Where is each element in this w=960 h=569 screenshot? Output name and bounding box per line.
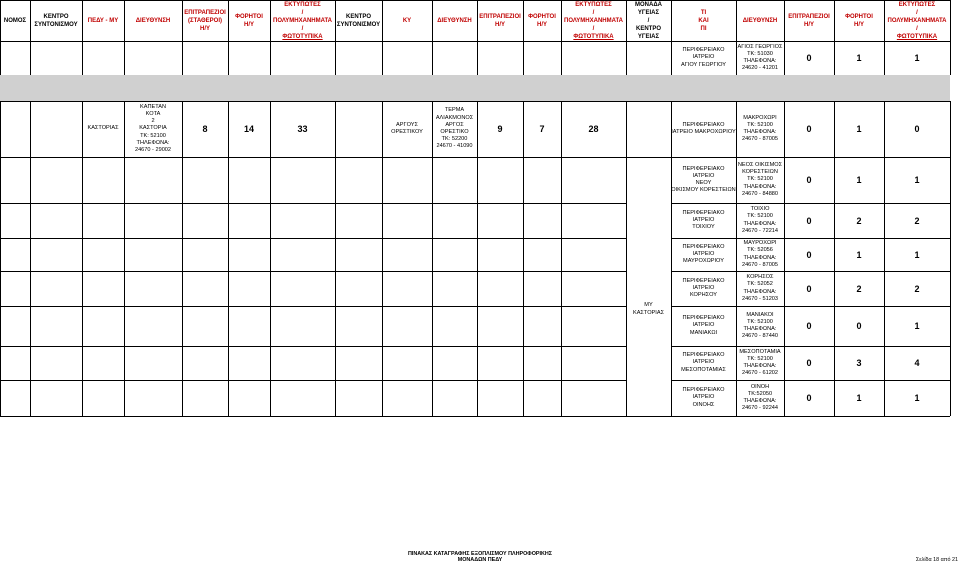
cell-line: ΜΑΥΡΟΧΩΡΙ	[743, 240, 777, 247]
cell-line: ΟΡΕΣΤΙΚΟ	[440, 129, 469, 135]
grid-line	[950, 0, 951, 75]
cell-line: ΠΟΛΥΜΗΧΑΝΗΜΑΤΑ	[272, 17, 332, 24]
cell-line: ΜΑΝΙΑΚΩΙ	[689, 329, 718, 336]
unit-name	[671, 101, 736, 157]
unit-printers-value: 1	[914, 249, 920, 260]
unit-address	[736, 271, 784, 306]
cell-line: ΚΑΣΤΟΡΙΑ	[139, 125, 167, 132]
unit-laptops	[834, 306, 884, 346]
header-ky-label: ΚΥ	[402, 17, 412, 24]
cell-line: ΤΗΛΕΦΩΝΑ:	[743, 398, 777, 404]
cell-line: ΣΥΝΤΟΝΙΣΜΟΥ	[34, 21, 78, 28]
unit-printers	[884, 306, 950, 346]
page-footer	[380, 551, 580, 563]
unit-desktops-value: 0	[806, 249, 812, 260]
cell-line: ΤΚ:52050	[747, 390, 773, 397]
cell-line: ΑΡΓΟΣ	[445, 121, 464, 128]
header-directorate-2	[432, 0, 477, 41]
cell-line: ΤΚ: 51030	[747, 50, 773, 57]
unit-name	[671, 203, 736, 238]
cell-line: ΜΕΣΟΠΟΤΑΜΙΑ	[739, 348, 781, 355]
cell-line: ΙΑΤΡΕΙΟ	[692, 359, 715, 366]
unit-laptops-value: 1	[856, 175, 862, 185]
cell-line: ΠΕΡΙΦΕΡΕΙΑΚΟ	[682, 209, 725, 216]
unit-desktops	[784, 346, 834, 380]
cell-line: 24670 - 87005	[741, 261, 779, 268]
cell-line: /	[301, 9, 304, 16]
cell-line: ΜΕΣΟΠΟΤΑΜΙΑΣ	[681, 366, 726, 373]
header-printers-2	[561, 0, 626, 41]
cell-line: ΟΙΝΟΗ	[750, 383, 770, 390]
cell-line: ΠΙ	[700, 25, 707, 32]
cell-line: ΚΑΠΕΤΑΝ	[139, 103, 166, 110]
cell-line: Η/Υ	[243, 21, 254, 28]
cell-line: ΕΠΙΤΡΑΠΕΖΙΟΙ	[788, 13, 830, 20]
unit-printers	[884, 157, 950, 203]
cell-line: ΤΚ: 52200	[441, 136, 468, 143]
header-nomos-label: ΝΟΜΟΣ	[3, 17, 27, 24]
unit-name	[671, 271, 736, 306]
header-directorate-3	[736, 0, 784, 41]
header-printers	[270, 0, 335, 41]
ky-laptops	[523, 101, 561, 157]
kastoria-printers-value: 33	[297, 124, 308, 134]
unit-name	[671, 157, 736, 203]
cell-line: ΦΩΤΟΤΥΠΙΚΑ	[573, 33, 614, 40]
agios-georgios-printers-value: 1	[914, 53, 920, 63]
cell-line: ΑΓΙΟΣ ΓΕΩΡΓΙΟΣ	[737, 43, 783, 50]
unit-laptops	[834, 271, 884, 306]
unit-desktops	[784, 271, 834, 306]
cell-line: ΠΟΛΥΜΗΧΑΝΗΜΑΤΑ	[563, 17, 623, 24]
cell-line: ΚΟΡΗΣΟΥ	[689, 292, 718, 299]
unit-desktops-value: 0	[806, 283, 812, 294]
cell-line: ΝΕΟΣ ΟΙΚΙΣΜΟΣ	[737, 161, 783, 168]
cell-line: ΤΚ: 52100	[747, 355, 773, 362]
footer-subtitle: ΜΟΝΑΔΩΝ ΠΕΔΥ	[457, 557, 503, 563]
header-laptops-3	[834, 0, 884, 41]
unit-name	[671, 238, 736, 271]
kastoria-printers	[270, 101, 335, 157]
header-desktops	[182, 0, 228, 41]
header-center	[30, 0, 82, 41]
kastoria-desktops-value: 8	[202, 124, 208, 134]
unit-laptops-value: 0	[856, 321, 862, 331]
unit-agios-georgios-address	[736, 41, 784, 75]
cell-line: ΤΚ: 52100	[747, 318, 773, 325]
cell-line: ΙΑΤΡΕΙΟ	[692, 172, 715, 179]
cell-line: 24670 - 87440	[741, 333, 779, 340]
cell-line: ΚΟΡΗΣΟΣ	[746, 274, 774, 281]
cell-line: ΙΑΤΡΕΙΟ	[692, 216, 715, 223]
kastoria-desktops	[182, 101, 228, 157]
unit-laptops	[834, 238, 884, 271]
cell-line: ΤΗΛΕΦΩΝΑ:	[743, 363, 777, 369]
unit-desktops	[784, 203, 834, 238]
cell-line: 24670 - 84880	[741, 190, 779, 197]
cell-line: ΦΩΤΟΤΥΠΙΚΑ	[282, 33, 323, 40]
cell-line: ΤΟΙΧΙΟ	[750, 206, 770, 213]
cell-line: Η/Υ	[199, 25, 210, 32]
unit-address	[736, 157, 784, 203]
grid-line	[0, 416, 950, 417]
cell-line: ΚΑΙ	[698, 17, 709, 24]
unit-desktops-value: 0	[806, 321, 812, 331]
footer-title: ΠΙΝΑΚΑΣ ΚΑΤΑΓΡΑΦΗΣ ΕΞΟΠΛΙΣΜΟΥ ΠΛΗΡΟΦΟΡΙΚΗΣ	[407, 551, 553, 557]
ky-printers	[561, 101, 626, 157]
agios-georgios-desktops-value: 0	[806, 53, 812, 63]
unit-laptops	[834, 101, 884, 157]
agios-georgios-desktops	[784, 41, 834, 75]
header-health-unit	[626, 0, 671, 41]
my-kastorias	[626, 203, 671, 416]
cell-line: /	[592, 9, 595, 16]
header-laptops-2	[523, 0, 561, 41]
cell-line: Η/Υ	[536, 21, 547, 28]
cell-line: ΠΕΡΙΦΕΡΕΙΑΚΟ	[682, 121, 725, 128]
cell-line: ΤΗΛΕΦΩΝΑ:	[743, 326, 777, 332]
cell-line: ΤΗΛΕΦΩΝΑ:	[743, 254, 777, 261]
header-nomos	[0, 0, 30, 41]
unit-desktops	[784, 306, 834, 346]
unit-laptops-value: 3	[856, 358, 862, 368]
cell-line: 24670 - 72214	[741, 227, 779, 234]
cell-line: 24670 - 41090	[436, 143, 473, 150]
ky-laptops-value: 7	[539, 124, 545, 134]
grid-line	[0, 380, 626, 381]
unit-laptops	[834, 346, 884, 380]
cell-line: ΙΑΤΡΕΙΟ	[692, 54, 715, 61]
unit-laptops	[834, 157, 884, 203]
grid-line	[0, 271, 626, 272]
unit-laptops-value: 1	[856, 393, 862, 403]
cell-line: ΟΡΕΣΤΙΚΟΥ	[391, 129, 423, 135]
unit-printers	[884, 238, 950, 271]
cell-line: ΠΕΡΙΦΕΡΕΙΑΚΟ	[682, 352, 725, 359]
cell-line: ΙΑΤΡΕΙΟ	[692, 394, 715, 401]
cell-line: ΠΕΡΙΦΕΡΕΙΑΚΟ	[682, 387, 725, 394]
page-number: Σελίδα 18 από 21	[915, 557, 958, 563]
nomos-kastoria-label: ΚΑΣΤΟΡΙΑΣ	[87, 125, 119, 132]
cell-line: /	[916, 9, 918, 16]
agios-georgios-printers	[884, 41, 950, 75]
header-center-2	[335, 0, 382, 41]
header-directorate-3-label: ΔΙΕΥΘΥΝΣΗ	[742, 17, 778, 24]
unit-address	[736, 203, 784, 238]
cell-line: 24670 - 29002	[134, 147, 172, 153]
header-pedy-my	[82, 0, 124, 41]
unit-name	[671, 346, 736, 380]
grey-separator-band	[0, 75, 950, 101]
cell-line: 24670 - 61202	[741, 370, 779, 377]
cell-line: ΠΟΛΥΜΗΧΑΝΗΜΑΤΑ	[887, 17, 947, 24]
cell-line: ΙΑΤΡΕΙΟ	[692, 322, 715, 329]
header-directorate	[124, 0, 182, 41]
ky-argous-orestikou	[382, 101, 432, 157]
cell-line: ΥΓΕΙΑΣ	[637, 33, 660, 40]
cell-line: ΦΟΡΗΤΟΙ	[235, 13, 263, 20]
cell-line: ΣΥΝΤΟΝΙΣΜΟΥ	[336, 21, 381, 28]
grid-line	[950, 101, 951, 416]
grid-line	[0, 306, 626, 307]
grid-line	[0, 346, 626, 347]
header-directorate-2-label: ΔΙΕΥΘΥΝΣΗ	[437, 17, 472, 24]
unit-printers-value: 1	[914, 321, 920, 331]
cell-line: ΜΟΝΑΔΑ ΥΓΕΙΑΣ	[635, 1, 662, 16]
unit-address	[736, 306, 784, 346]
unit-address	[736, 238, 784, 271]
grid-line	[0, 101, 1, 416]
cell-line: ΦΟΡΗΤΟΙ	[845, 13, 873, 20]
cell-line: ΠΕΡΙΦΕΡΕΙΑΚΟ	[682, 243, 725, 250]
cell-line: ΝΕΟΥ	[695, 180, 712, 186]
unit-printers	[884, 101, 950, 157]
unit-desktops-value: 0	[806, 358, 812, 368]
unit-desktops-value: 0	[806, 175, 812, 185]
unit-name	[671, 306, 736, 346]
header-printers-3	[884, 0, 950, 41]
unit-desktops-value: 0	[806, 215, 812, 226]
ky-desktops-value: 9	[497, 124, 503, 134]
cell-line: ΚΑΣΤΟΡΙΑΣ	[632, 309, 665, 316]
cell-line: ΟΙΝΟΗΣ	[692, 401, 715, 408]
cell-line: ΜΑΚΡΟΧΩΡΙ	[743, 114, 777, 121]
cell-line: ΕΠΙΤΡΑΠΕΖΙΟΙ	[479, 13, 521, 20]
grid-line	[30, 101, 31, 416]
unit-printers	[884, 203, 950, 238]
cell-line: ΦΟΡΗΤΟΙ	[528, 13, 556, 20]
unit-desktops-value: 0	[806, 124, 812, 134]
cell-line: ΙΑΤΡΕΙΟ ΜΑΚΡΟΧΩΡΙΟΥ	[671, 129, 736, 135]
cell-line: /	[592, 25, 595, 32]
cell-line: (ΣΤΑΘΕΡΟΙ)	[188, 17, 222, 24]
cell-line: ΤΚ: 52100	[140, 132, 166, 139]
cell-line: ΜΥ	[644, 302, 653, 309]
cell-line: ΤΟΙΧΙΟΥ	[692, 224, 715, 231]
unit-laptops-value: 2	[856, 283, 862, 294]
cell-line: Η/Υ	[853, 21, 864, 28]
cell-line: ΙΑΤΡΕΙΟ	[692, 284, 715, 291]
unit-address	[736, 380, 784, 416]
cell-line: 24670 - 51203	[741, 295, 779, 302]
cell-line: /	[647, 17, 650, 24]
unit-address	[736, 346, 784, 380]
cell-line: ΤΙ	[700, 9, 707, 16]
cell-line: 24670 - 92244	[741, 405, 779, 412]
cell-line: ΤΗΛΕΦΩΝΑ:	[743, 129, 777, 135]
unit-printers-value: 4	[914, 358, 920, 368]
cell-line: ΤΚ: 52100	[747, 213, 773, 220]
header-pedy-my-label: ΠΕΔΥ - ΜΥ	[87, 17, 119, 24]
cell-line: ΑΛΙΑΚΜΟΝΟΣ	[435, 114, 474, 121]
header-desktops-3	[784, 0, 834, 41]
cell-line: ΠΕΡΙΦΕΡΕΙΑΚΟ	[682, 315, 725, 322]
header-ti-pi	[671, 0, 736, 41]
cell-line: ΤΕΡΜΑ	[444, 107, 465, 114]
unit-name	[671, 380, 736, 416]
cell-line: ΑΓΙΟΥ ΓΕΩΡΓΙΟΥ	[681, 61, 726, 68]
cell-line: 24620 - 41201	[741, 65, 779, 72]
nomos-kastoria	[82, 101, 124, 157]
cell-line: ΤΚ: 52052	[747, 281, 773, 288]
cell-line: /	[916, 25, 918, 32]
cell-line: ΑΡΓΟΥΣ	[396, 121, 418, 128]
cell-line: ΠΕΡΙΦΕΡΕΙΑΚΟ	[682, 47, 725, 54]
cell-line: ΤΗΛΕΦΩΝΑ:	[743, 220, 777, 227]
unit-printers	[884, 346, 950, 380]
ky-argous-address	[432, 101, 477, 157]
unit-desktops	[784, 157, 834, 203]
cell-line: ΕΚΤΥΠΩΤΕΣ	[575, 1, 612, 8]
header-ky	[382, 0, 432, 41]
unit-laptops-value: 2	[856, 215, 862, 226]
cell-line: ΚΕΝΤΡΟ	[345, 13, 371, 20]
kastoria-directorate-address	[124, 101, 182, 157]
cell-line: ΤΗΛΕΦΩΝΑ:	[136, 139, 170, 146]
unit-printers-value: 2	[914, 215, 920, 226]
unit-printers	[884, 380, 950, 416]
grid-line	[0, 238, 626, 239]
agios-georgios-laptops-value: 1	[856, 53, 862, 63]
unit-printers-value: 2	[914, 283, 920, 294]
ky-desktops	[477, 101, 523, 157]
kastoria-laptops-value: 14	[243, 124, 254, 134]
unit-laptops	[834, 203, 884, 238]
cell-line: 2	[151, 118, 155, 125]
cell-line: ΙΑΤΡΕΙΟ	[692, 250, 715, 257]
cell-line: ΤΚ: 52056	[747, 247, 773, 254]
unit-laptops-value: 1	[856, 249, 862, 260]
unit-desktops	[784, 380, 834, 416]
cell-line: ΦΩΤΟΤΥΠΙΚΑ	[896, 33, 938, 40]
cell-line: ΚΟΤΑ	[145, 110, 161, 117]
cell-line: ΜΑΥΡΟΧΩΡΙΟΥ	[683, 258, 724, 265]
cell-line: ΤΗΛΕΦΩΝΑ:	[743, 183, 777, 190]
cell-line: ΠΕΡΙΦΕΡΕΙΑΚΟ	[682, 165, 725, 172]
cell-line: ΕΚΤΥΠΩΤΕΣ	[898, 1, 936, 8]
unit-desktops-value: 0	[806, 393, 812, 403]
header-desktops-2	[477, 0, 523, 41]
cell-line: ΚΕΝΤΡΟ	[43, 13, 69, 20]
cell-line: ΜΑΝΙΑΚΟΙ	[746, 311, 774, 318]
header-directorate-label: ΔΙΕΥΘΥΝΣΗ	[135, 17, 171, 24]
cell-line: ΠΕΡΙΦΕΡΕΙΑΚΟ	[682, 277, 725, 284]
ky-printers-value: 28	[588, 124, 599, 134]
unit-desktops	[784, 238, 834, 271]
grid-line	[335, 101, 336, 416]
cell-line: ΕΚΤΥΠΩΤΕΣ	[284, 1, 321, 8]
cell-line: /	[301, 25, 304, 32]
agios-georgios-laptops	[834, 41, 884, 75]
unit-printers-value: 1	[914, 175, 920, 185]
unit-laptops	[834, 380, 884, 416]
cell-line: ΤΗΛΕΦΩΝΑ:	[743, 58, 777, 64]
cell-line: ΚΕΝΤΡΟ	[635, 25, 661, 32]
cell-line: 24670 - 87005	[741, 136, 779, 143]
unit-printers-value: 1	[914, 393, 920, 403]
header-laptops	[228, 0, 270, 41]
cell-line: ΤΚ: 52100	[747, 176, 773, 183]
cell-line: ΚΟΡΕΣΤΕΙΩΝ	[742, 169, 778, 176]
cell-line: ΕΠΙΤΡΑΠΕΖΙΟΙ	[184, 9, 226, 16]
cell-line: ΤΚ: 52100	[747, 121, 773, 128]
unit-printers	[884, 271, 950, 306]
kastoria-laptops	[228, 101, 270, 157]
unit-printers-value: 0	[914, 124, 920, 134]
unit-laptops-value: 1	[856, 124, 862, 134]
unit-desktops	[784, 101, 834, 157]
unit-agios-georgios-name	[671, 41, 736, 75]
cell-line: ΤΗΛΕΦΩΝΑ:	[743, 288, 777, 295]
cell-line: ΟΙΚΙΣΜΟΥ ΚΟΡΕΣΤΕΙΩΝ	[671, 187, 736, 194]
cell-line: Η/Υ	[494, 21, 505, 28]
unit-address	[736, 101, 784, 157]
cell-line: Η/Υ	[803, 21, 814, 28]
grid-line	[0, 203, 626, 204]
